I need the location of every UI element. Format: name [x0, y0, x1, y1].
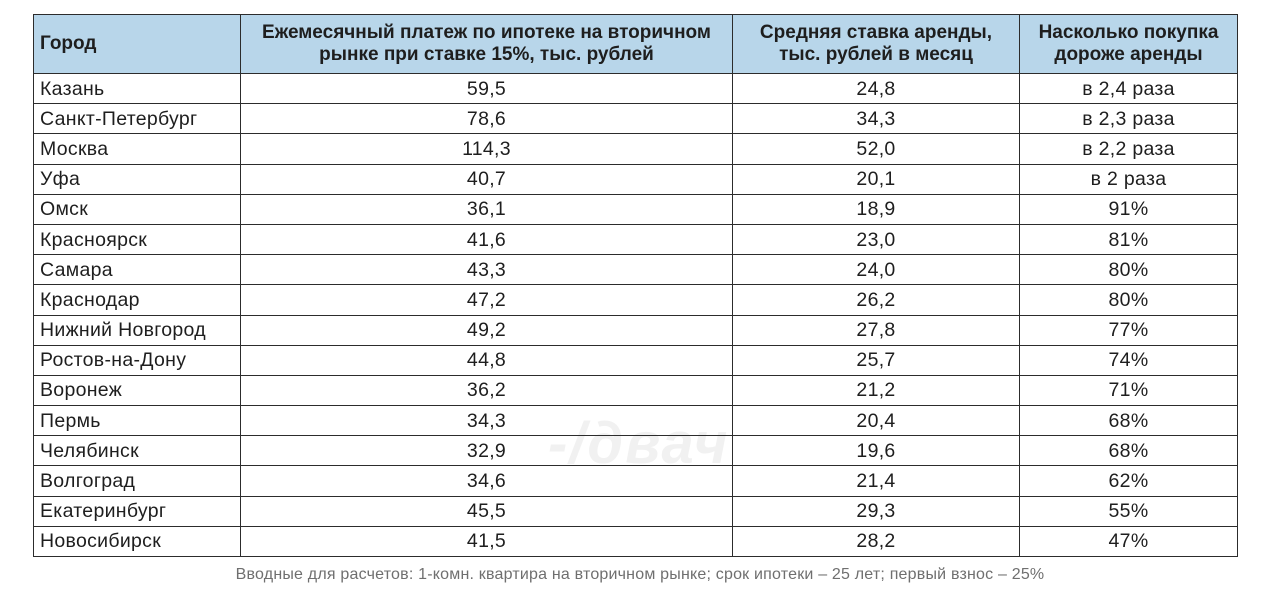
column-header-city: Город [34, 15, 241, 74]
column-header-difference: Насколько покупка дороже аренды [1020, 15, 1238, 74]
table-row [34, 466, 1238, 496]
table-row [34, 164, 1238, 194]
difference-cell: 74% [1020, 345, 1238, 375]
rent-cell: 24,0 [733, 255, 1020, 285]
table-row [34, 315, 1238, 345]
table-row [34, 194, 1238, 224]
mortgage-payment-cell: 34,6 [241, 466, 733, 496]
table-row [34, 436, 1238, 466]
header-row [34, 15, 1238, 74]
difference-cell: 81% [1020, 224, 1238, 254]
difference-cell: 91% [1020, 194, 1238, 224]
rent-cell: 24,8 [733, 74, 1020, 104]
difference-cell: 55% [1020, 496, 1238, 526]
mortgage-payment-cell: 44,8 [241, 345, 733, 375]
difference-cell: 68% [1020, 406, 1238, 436]
city-cell: Москва [34, 134, 241, 164]
table-row [34, 104, 1238, 134]
column-header-mortgage-payment: Ежемесячный платеж по ипотеке на вторичном рынке при ставке 15%, тыс. рублей [241, 15, 733, 74]
mortgage-payment-cell: 47,2 [241, 285, 733, 315]
watermark-logo: -/двач [548, 411, 730, 476]
table-row [34, 255, 1238, 285]
table-row [34, 375, 1238, 405]
rent-cell: 52,0 [733, 134, 1020, 164]
difference-cell: 80% [1020, 255, 1238, 285]
city-cell: Пермь [34, 406, 241, 436]
mortgage-payment-cell: 40,7 [241, 164, 733, 194]
mortgage-payment-cell: 59,5 [241, 74, 733, 104]
column-header-rent: Средняя ставка аренды, тыс. рублей в месяц [733, 15, 1020, 74]
rent-cell: 21,4 [733, 466, 1020, 496]
city-cell: Ростов-на-Дону [34, 345, 241, 375]
rent-cell: 34,3 [733, 104, 1020, 134]
table-row [34, 134, 1238, 164]
rent-cell: 29,3 [733, 496, 1020, 526]
rent-cell: 18,9 [733, 194, 1020, 224]
rent-cell: 27,8 [733, 315, 1020, 345]
city-cell: Воронеж [34, 375, 241, 405]
difference-cell: в 2,4 раза [1020, 74, 1238, 104]
difference-cell: в 2,3 раза [1020, 104, 1238, 134]
table-row [34, 74, 1238, 104]
difference-cell: 47% [1020, 526, 1238, 556]
mortgage-payment-cell: 45,5 [241, 496, 733, 526]
table-row [34, 496, 1238, 526]
mortgage-payment-cell: 78,6 [241, 104, 733, 134]
city-cell: Краснодар [34, 285, 241, 315]
city-cell: Уфа [34, 164, 241, 194]
table-header [34, 15, 1238, 74]
mortgage-vs-rent-table [33, 14, 1238, 557]
footnote: Вводные для расчетов: 1-комн. квартира на вторичном рынке; срок ипотеки – 25 лет; первый взнос – 25% [235, 566, 1045, 583]
table-row [34, 224, 1238, 254]
table-body [34, 74, 1238, 557]
city-cell: Санкт-Петербург [34, 104, 241, 134]
difference-cell: в 2,2 раза [1020, 134, 1238, 164]
city-cell: Волгоград [34, 466, 241, 496]
mortgage-payment-cell: 36,1 [241, 194, 733, 224]
city-cell: Красноярск [34, 224, 241, 254]
mortgage-payment-cell: 41,6 [241, 224, 733, 254]
table-row [34, 406, 1238, 436]
difference-cell: 68% [1020, 436, 1238, 466]
rent-cell: 20,1 [733, 164, 1020, 194]
table-row [34, 526, 1238, 556]
mortgage-payment-cell: 32,9 [241, 436, 733, 466]
comparison-table-container [33, 14, 1237, 557]
mortgage-payment-cell: 43,3 [241, 255, 733, 285]
mortgage-payment-cell: 49,2 [241, 315, 733, 345]
mortgage-payment-cell: 41,5 [241, 526, 733, 556]
difference-cell: 71% [1020, 375, 1238, 405]
difference-cell: в 2 раза [1020, 164, 1238, 194]
difference-cell: 77% [1020, 315, 1238, 345]
mortgage-payment-cell: 114,3 [241, 134, 733, 164]
city-cell: Казань [34, 74, 241, 104]
rent-cell: 28,2 [733, 526, 1020, 556]
city-cell: Челябинск [34, 436, 241, 466]
city-cell: Екатеринбург [34, 496, 241, 526]
table-row [34, 285, 1238, 315]
city-cell: Самара [34, 255, 241, 285]
city-cell: Нижний Новгород [34, 315, 241, 345]
rent-cell: 21,2 [733, 375, 1020, 405]
table-row [34, 345, 1238, 375]
rent-cell: 25,7 [733, 345, 1020, 375]
mortgage-payment-cell: 34,3 [241, 406, 733, 436]
difference-cell: 80% [1020, 285, 1238, 315]
mortgage-payment-cell: 36,2 [241, 375, 733, 405]
city-cell: Омск [34, 194, 241, 224]
rent-cell: 23,0 [733, 224, 1020, 254]
rent-cell: 26,2 [733, 285, 1020, 315]
rent-cell: 19,6 [733, 436, 1020, 466]
rent-cell: 20,4 [733, 406, 1020, 436]
difference-cell: 62% [1020, 466, 1238, 496]
city-cell: Новосибирск [34, 526, 241, 556]
